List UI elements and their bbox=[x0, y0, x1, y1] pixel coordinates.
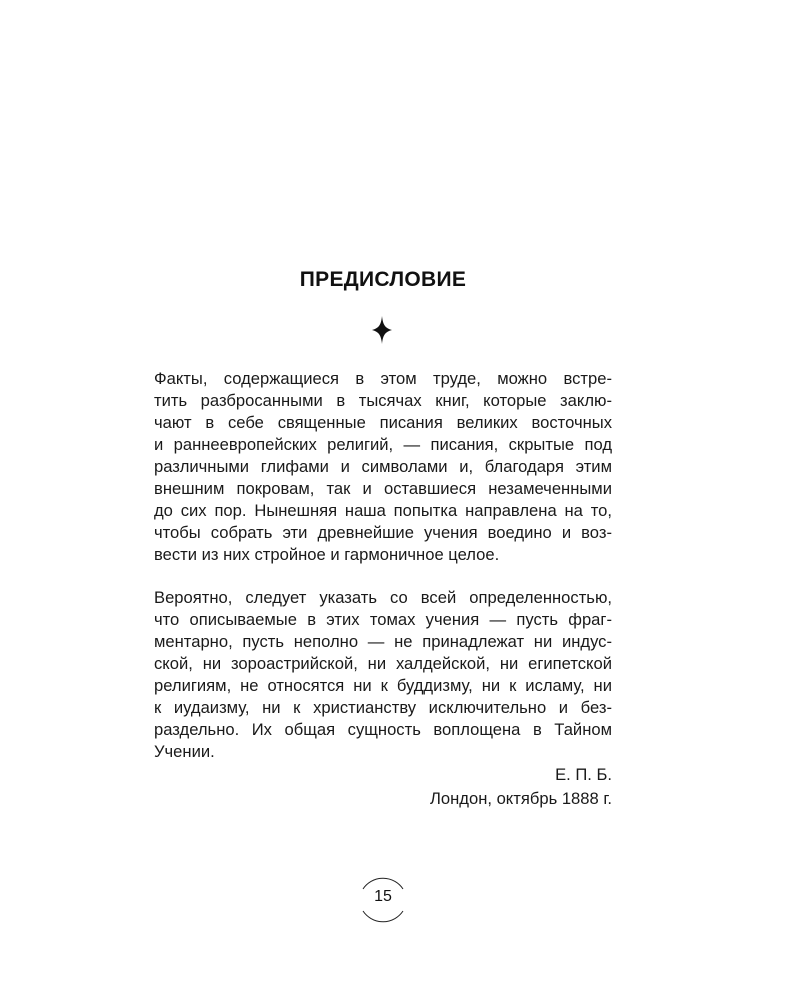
text-line: ской, ни зороастрийской, ни халдейской, ни египетской bbox=[154, 654, 612, 673]
preface-text bbox=[154, 368, 612, 811]
place-and-date: Лондон, октябрь 1888 г. bbox=[430, 789, 612, 808]
page-number: 15 bbox=[374, 888, 392, 905]
text-line: религиям, не относятся ни к буддизму, ни к исламу, ни bbox=[154, 676, 612, 695]
text-line: чтобы собрать эти древнейшие учения воедино и воз- bbox=[154, 523, 612, 542]
text-line: различными глифами и символами и, благодаря этим bbox=[154, 457, 612, 476]
text-line: и раннеевропейских религий, — писания, скрытые под bbox=[154, 435, 612, 454]
text-line: тить разбросанными в тысячах книг, которые заклю- bbox=[154, 391, 612, 410]
text-line: чают в себе священные писания великих восточных bbox=[154, 413, 612, 432]
paragraph-2 bbox=[154, 587, 612, 763]
paragraph-1 bbox=[154, 368, 612, 566]
text-line: раздельно. Их общая сущность воплощена в Тайном bbox=[154, 720, 612, 739]
diamond-star-icon bbox=[372, 316, 392, 344]
text-line: ментарно, пусть неполно — не принадлежат ни индус- bbox=[154, 632, 612, 651]
text-line: Вероятно, следует указать со всей определенностью, bbox=[154, 588, 612, 607]
chapter-title: ПРЕДИСЛОВИЕ bbox=[299, 268, 467, 291]
text-line: что описываемые в этих томах учения — пусть фраг- bbox=[154, 610, 612, 629]
signature-block bbox=[154, 763, 612, 811]
text-line: Учении. bbox=[154, 742, 215, 761]
text-line: до сих пор. Нынешняя наша попытка направлена на то, bbox=[154, 501, 612, 520]
paragraph-gap bbox=[154, 566, 612, 587]
text-line: Факты, содержащиеся в этом труде, можно встре- bbox=[154, 369, 612, 388]
text-line: внешним покровам, так и оставшиеся незамеченными bbox=[154, 479, 612, 498]
text-line: вести из них стройное и гармоничное целое. bbox=[154, 545, 500, 564]
author-initials: Е. П. Б. bbox=[555, 765, 612, 784]
text-line: к иудаизму, ни к христианству исключительно и без- bbox=[154, 698, 612, 717]
